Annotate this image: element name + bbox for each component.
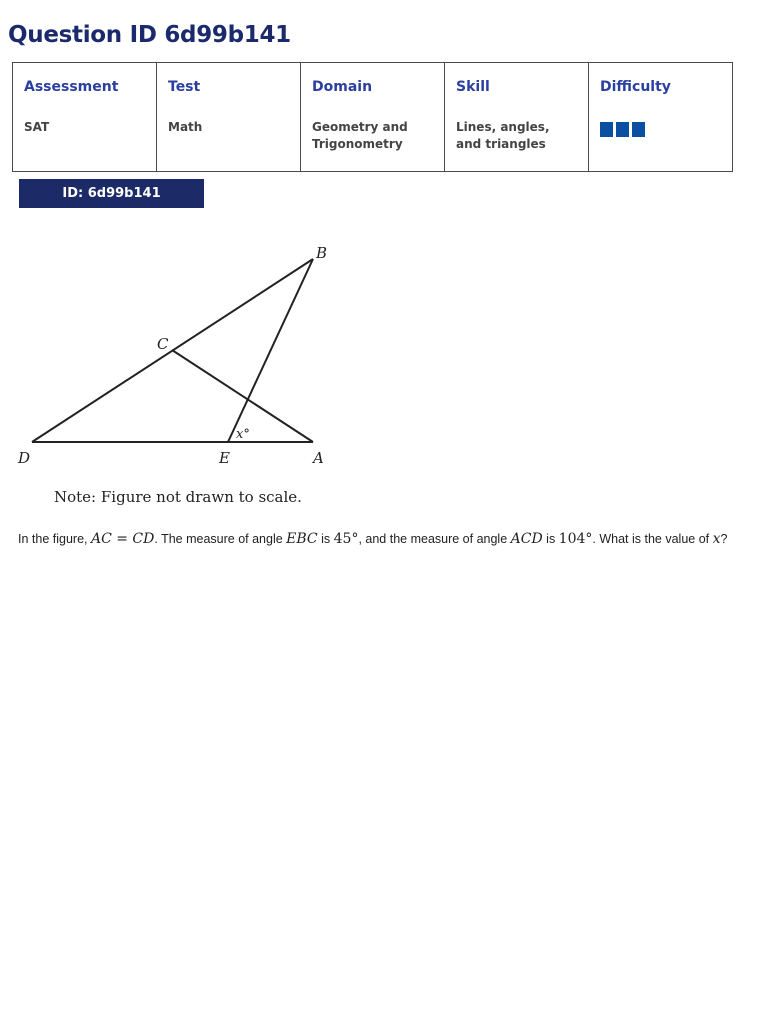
math-104-degrees: 104° xyxy=(558,531,593,547)
metadata-row xyxy=(13,63,733,172)
question-text-part: ? xyxy=(720,532,728,546)
assessment-value: SAT xyxy=(24,120,50,134)
label-a: A xyxy=(313,449,324,467)
math-x: x xyxy=(712,531,721,547)
label-e: E xyxy=(219,449,230,467)
difficulty-indicator xyxy=(600,122,721,137)
question-text-part: . What is the value of xyxy=(592,532,713,546)
domain-cell xyxy=(301,63,445,172)
question-text-part: . The measure of angle xyxy=(154,532,287,546)
label-angle-x: x° xyxy=(236,427,250,442)
assessment-header: Assessment xyxy=(24,79,119,95)
label-c: C xyxy=(157,335,169,353)
figure-note: Note: Figure not drawn to scale. xyxy=(54,488,302,506)
math-45-degrees: 45° xyxy=(333,531,359,547)
math-ac-equals-cd: AC = CD xyxy=(90,531,155,547)
math-ebc: EBC xyxy=(286,531,318,547)
skill-header: Skill xyxy=(456,79,490,95)
domain-header: Domain xyxy=(312,79,373,95)
test-header: Test xyxy=(168,79,201,95)
difficulty-cell xyxy=(589,63,733,172)
metadata-table xyxy=(12,62,733,172)
skill-value: Lines, angles, and triangles xyxy=(456,120,550,151)
test-value: Math xyxy=(168,120,203,134)
question-text xyxy=(18,528,753,550)
page-title: Question ID 6d99b141 xyxy=(8,22,291,48)
difficulty-square xyxy=(600,122,613,137)
question-text-part: is xyxy=(542,532,559,546)
difficulty-square xyxy=(616,122,629,137)
triangle-figure xyxy=(0,230,360,520)
math-acd: ACD xyxy=(510,531,543,547)
label-d: D xyxy=(18,449,31,467)
difficulty-header: Difficulty xyxy=(600,79,671,95)
question-id-badge: ID: 6d99b141 xyxy=(19,179,204,208)
domain-value: Geometry and Trigonometry xyxy=(312,120,408,151)
question-text-part: is xyxy=(317,532,334,546)
label-b: B xyxy=(316,244,328,262)
assessment-cell xyxy=(13,63,157,172)
difficulty-square xyxy=(632,122,645,137)
question-text-part: , and the measure of angle xyxy=(358,532,511,546)
skill-cell xyxy=(445,63,589,172)
question-text-part: In the figure, xyxy=(18,532,91,546)
test-cell xyxy=(157,63,301,172)
